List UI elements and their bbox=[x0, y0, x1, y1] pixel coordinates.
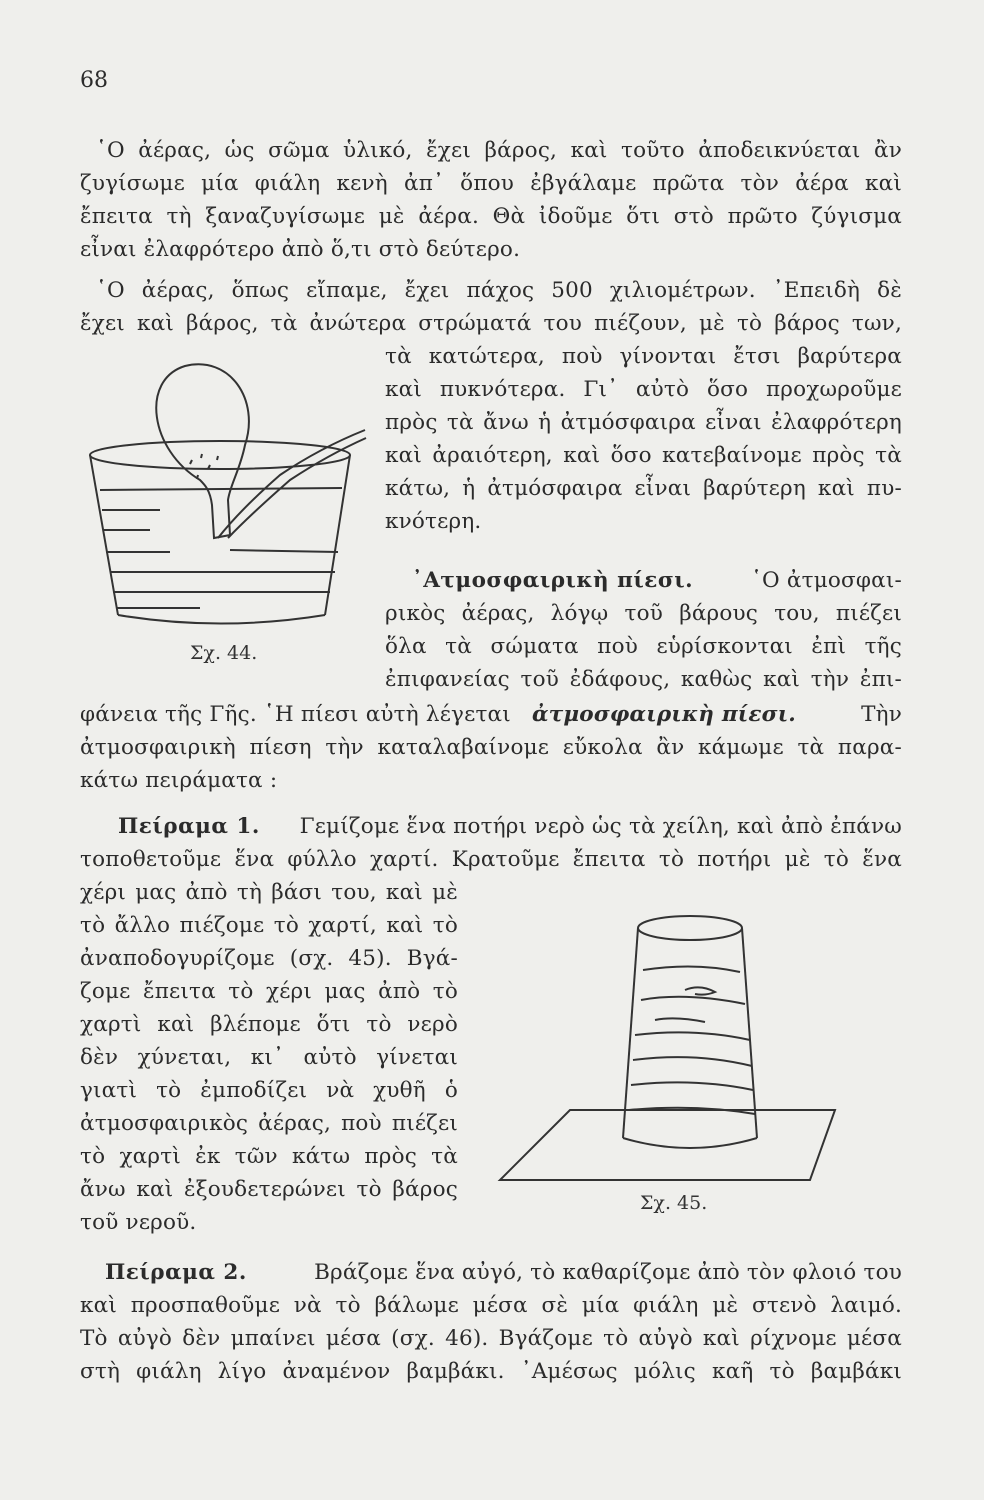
experiment1-first-line bbox=[118, 812, 902, 842]
section1-line: ὅλα τὰ σώματα ποὺ εὑρίσκονται ἐπὶ τῆς bbox=[385, 634, 902, 659]
paragraph2-line: πρὸς τὰ ἄνω ἡ ἀτμόσφαιρα εἶναι ἐλαφρότερη bbox=[385, 410, 902, 435]
section-heading: ᾽Ατμοσφαιρικὴ πίεσι. bbox=[412, 568, 694, 593]
experiment1-line: ζομε ἔπειτα τὸ χέρι μας ἀπὸ τὸ bbox=[80, 979, 458, 1004]
experiment2-first-line-text: Βράζομε ἕνα αὐγό, τὸ καθαρίζομε ἀπὸ τὸν φλοιό του bbox=[314, 1260, 902, 1285]
experiment1-line: γιατὶ τὸ ἐμποδίζει νὰ χυθῆ ὁ bbox=[80, 1078, 458, 1103]
experiment1-line: τοῦ νεροῦ. bbox=[80, 1210, 197, 1235]
experiment2-first-line bbox=[105, 1258, 902, 1288]
experiment1-line: χαρτὶ καὶ βλέπομε ὅτι τὸ νερὸ bbox=[80, 1012, 458, 1037]
section-heading-line bbox=[412, 566, 902, 596]
paragraph2-line: τὰ κατώτερα, ποὺ γίνονται ἔτσι βαρύτερα bbox=[385, 344, 902, 369]
experiment2-label: Πείραμα 2. bbox=[105, 1260, 247, 1285]
experiment2-line: στὴ φιάλη λίγο ἀναμένον βαμβάκι. ᾽Αμέσως μόλις καῆ τὸ βαμβάκι bbox=[80, 1359, 902, 1384]
paragraph1-line: ἔπειτα τὴ ξαναζυγίσωμε μὲ ἀέρα. Θὰ ἰδοῦμε ὅτι στὸ πρῶτο ζύγισμα bbox=[80, 204, 902, 229]
section1-line4-start: φάνεια τῆς Γῆς. ῾Η πίεσι αὐτὴ λέγεται bbox=[80, 702, 511, 727]
paragraph2-line: κάτω, ἡ ἀτμόσφαιρα εἶναι βαρύτερη καὶ πυ- bbox=[385, 476, 902, 501]
experiment1-line: τοποθετοῦμε ἕνα φύλλο χαρτί. Κρατοῦμε ἔπειτα τὸ ποτήρι μὲ τὸ ἕνα bbox=[80, 847, 902, 872]
section1-line: ρικὸς ἀέρας, λόγῳ τοῦ βάρους του, πιέζει bbox=[385, 601, 902, 626]
experiment1-line: ἀναποδογυρίζομε (σχ. 45). Βγά- bbox=[80, 946, 458, 971]
paragraph2-line: ῾Ο ἀέρας, ὅπως εἴπαμε, ἔχει πάχος 500 χιλιομέτρων. ᾽Επειδὴ δὲ bbox=[96, 278, 902, 303]
experiment2-line: Τὸ αὐγὸ δὲν μπαίνει μέσα (σχ. 46). Βγάζομε τὸ αὐγὸ καὶ ρίχνομε μέσα bbox=[80, 1326, 902, 1351]
section1-line bbox=[80, 700, 902, 730]
experiment1-line: τὸ χαρτὶ ἐκ τῶν κάτω πρὸς τὰ bbox=[80, 1144, 458, 1169]
experiment2-line: καὶ προσπαθοῦμε νὰ τὸ βάλωμε μέσα σὲ μία φιάλη μὲ στενὸ λαιμό. bbox=[80, 1293, 902, 1318]
paragraph2-line: ἔχει καὶ βάρος, τὰ ἀνώτερα στρώματά του πιέζουν, μὲ τὸ βάρος των, bbox=[80, 311, 902, 336]
figure-45-caption: Σχ. 45. bbox=[640, 1192, 708, 1214]
section1-line: ἀτμοσφαιρικὴ πίεση τὴν καταλαβαίνομε εὔκολα ἂν κάμωμε τὰ παρα- bbox=[80, 735, 902, 760]
paragraph2-line: καὶ πυκνότερα. Γι᾽ αὐτὸ ὅσο προχωροῦμε bbox=[385, 377, 902, 402]
section-heading-tail: ῾Ο ἀτμοσφαι- bbox=[751, 568, 902, 593]
experiment1-line: χέρι μας ἀπὸ τὴ βάσι του, καὶ μὲ bbox=[80, 880, 458, 905]
section1-line: κάτω πειράματα : bbox=[80, 768, 278, 793]
defined-term: ἀτμοσφαιρικὴ πίεσι. bbox=[531, 702, 796, 727]
experiment1-line: ἀτμοσφαιρικὸς ἀέρας, ποὺ πιέζει bbox=[80, 1111, 458, 1136]
experiment1-line: δὲν χύνεται, κι᾽ αὐτὸ γίνεται bbox=[80, 1045, 458, 1070]
experiment1-label: Πείραμα 1. bbox=[118, 814, 260, 839]
figure-45-inverted-glass bbox=[495, 900, 855, 1190]
page-number: 68 bbox=[80, 68, 108, 93]
experiment1-line: ἄνω καὶ ἐξουδετερώνει τὸ βάρος bbox=[80, 1177, 458, 1202]
figure-44-flask-in-basin bbox=[80, 360, 370, 630]
experiment1-line: τὸ ἄλλο πιέζομε τὸ χαρτί, καὶ τὸ bbox=[80, 913, 458, 938]
experiment1-first-line-text: Γεμίζομε ἕνα ποτήρι νερὸ ὡς τὰ χείλη, καὶ ἀπὸ ἐπάνω bbox=[299, 814, 902, 839]
paragraph2-line: καὶ ἀραιότερη, καὶ ὅσο κατεβαίνομε πρὸς τὰ bbox=[385, 443, 902, 468]
figure-44-caption: Σχ. 44. bbox=[190, 642, 258, 664]
paragraph1-line: ῾Ο ἀέρας, ὡς σῶμα ὑλικό, ἔχει βάρος, καὶ τοῦτο ἀποδεικνύεται ἂν bbox=[96, 138, 902, 163]
paragraph1-line: εἶναι ἐλαφρότερο ἀπὸ ὅ,τι στὸ δεύτερο. bbox=[80, 237, 521, 262]
section1-line: ἐπιφανείας τοῦ ἐδάφους, καθὼς καὶ τὴν ἐπι- bbox=[385, 667, 902, 692]
paragraph2-line: κνότερη. bbox=[385, 509, 482, 534]
section1-line4-end: Τὴν bbox=[861, 702, 902, 727]
paragraph1-line: ζυγίσωμε μία φιάλη κενὴ ἀπ᾽ ὅπου ἐβγάλαμε πρῶτα τὸν ἀέρα καὶ bbox=[80, 171, 902, 196]
